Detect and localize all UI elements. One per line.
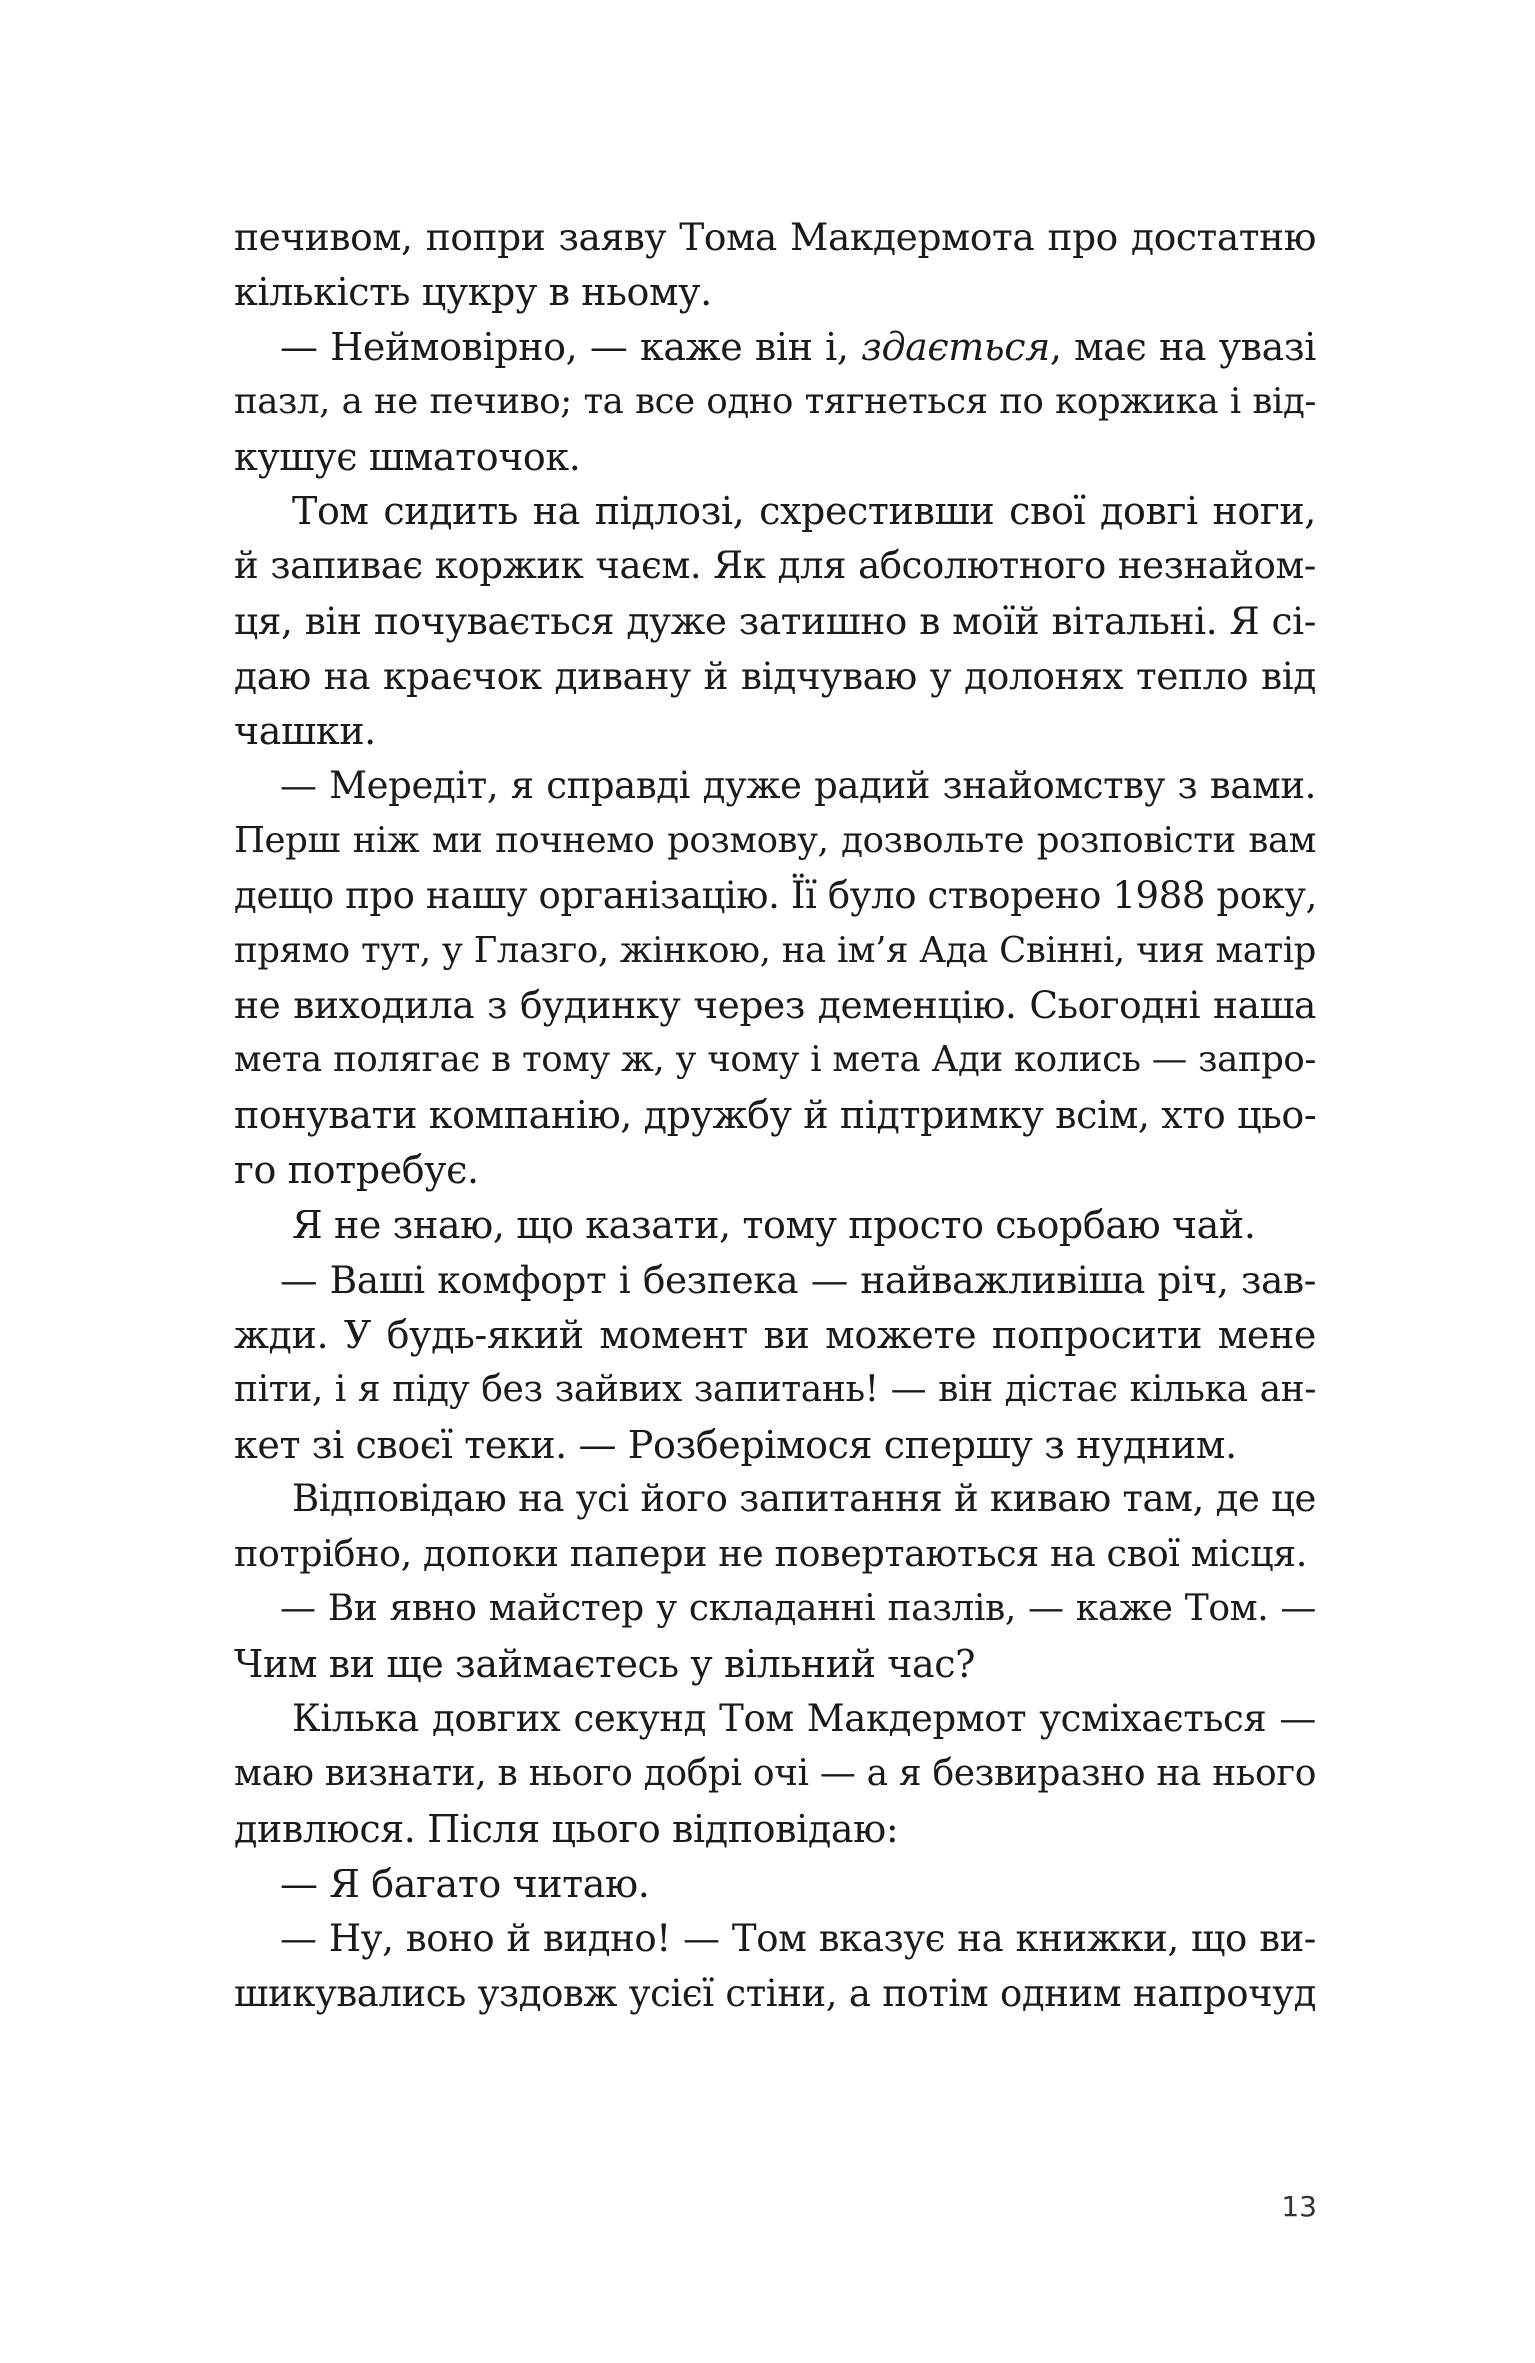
text-line: й запиває коржик чаєм. Як для абсолютного незнайом- <box>234 544 1316 588</box>
text-line: шикувались уздовж усієї стіни, а потім одним напрочуд <box>234 1971 1316 2015</box>
text-line: — Я багато читаю. <box>280 1861 650 1906</box>
text-line: — Ви явно майстер у складанні пазлів, — каже Том. — <box>280 1588 1316 1630</box>
text-line: кількість цукру в ньому. <box>234 269 712 314</box>
text-line: го потребує. <box>234 1148 479 1193</box>
text-line <box>234 320 1316 375</box>
text-line: печивом, попри заяву Тома Макдермота про достатню <box>234 215 1316 259</box>
text-line: дивлюся. Після цього відповідаю: <box>234 1806 899 1851</box>
text-line: Відповідаю на усі його запитання й киваю там, де це <box>292 1477 1316 1521</box>
text-line: дещо про нашу організацію. Її було створено 1988 року, <box>234 873 1317 917</box>
body-text <box>234 210 1316 2021</box>
text-line: — Мередіт, я справді дуже радий знайомству з вами. <box>280 763 1316 807</box>
text-line: чашки. <box>234 709 376 754</box>
text-line: маю визнати, в нього добрі очі — а я безвиразно на нього <box>234 1752 1316 1794</box>
text-line: піти, і я піду без зайвих запитань! — він дістає кілька ан- <box>234 1368 1316 1410</box>
text-line: Том сидить на підлозі, схрестивши свої довгі ноги, <box>292 489 1316 534</box>
text-line: — Ну, воно й видно! — Том вказує на книжки, що ви- <box>280 1916 1316 1960</box>
text-line: понувати компанію, дружбу й підтримку всім, хто цьо- <box>234 1093 1317 1138</box>
text-line: кет зі своєї теки. — Розберімося спершу з нудним. <box>234 1422 1237 1467</box>
text-segment: , має на увазі <box>1049 324 1316 369</box>
page-number: 13 <box>1281 2190 1317 2223</box>
text-segment: — Неймовірно, — каже він і, <box>280 324 862 369</box>
text-line: жди. У будь-який момент ви можете попросити мене <box>234 1312 1316 1357</box>
text-line: прямо тут, у Глазго, жінкою, на ім’я Ада Свінні, чия матір <box>234 929 1316 971</box>
text-line: даю на краєчок дивану й відчуваю у долонях тепло від <box>234 654 1316 699</box>
text-line: не виходила з будинку через деменцію. Сьогодні наша <box>234 983 1316 1028</box>
text-line: — Ваші комфорт і безпека — найважливіша річ, зав- <box>280 1257 1316 1302</box>
text-line: потрібно, допоки папери не повертаються на свої місця. <box>234 1532 1307 1576</box>
text-line: кушує шматочок. <box>234 434 581 479</box>
text-line: мета полягає в тому ж, у чому і мета Ади колись — запро- <box>234 1039 1316 1081</box>
text-line: Перш ніж ми почнемо розмову, дозвольте розповісти вам <box>234 819 1316 861</box>
text-line: Чим ви ще займаєтесь у вільний час? <box>234 1642 976 1687</box>
text-line: Я не знаю, що казати, тому просто сьорбаю чай. <box>292 1203 1256 1248</box>
text-line: ця, він почувається дуже затишно в моїй вітальні. Я сі- <box>234 599 1316 644</box>
text-line: пазл, а не печиво; та все одно тягнеться по коржика і від- <box>234 380 1316 422</box>
text-line: Кілька довгих секунд Том Макдермот усміхається — <box>292 1697 1316 1741</box>
emphasis: здається <box>861 324 1050 369</box>
